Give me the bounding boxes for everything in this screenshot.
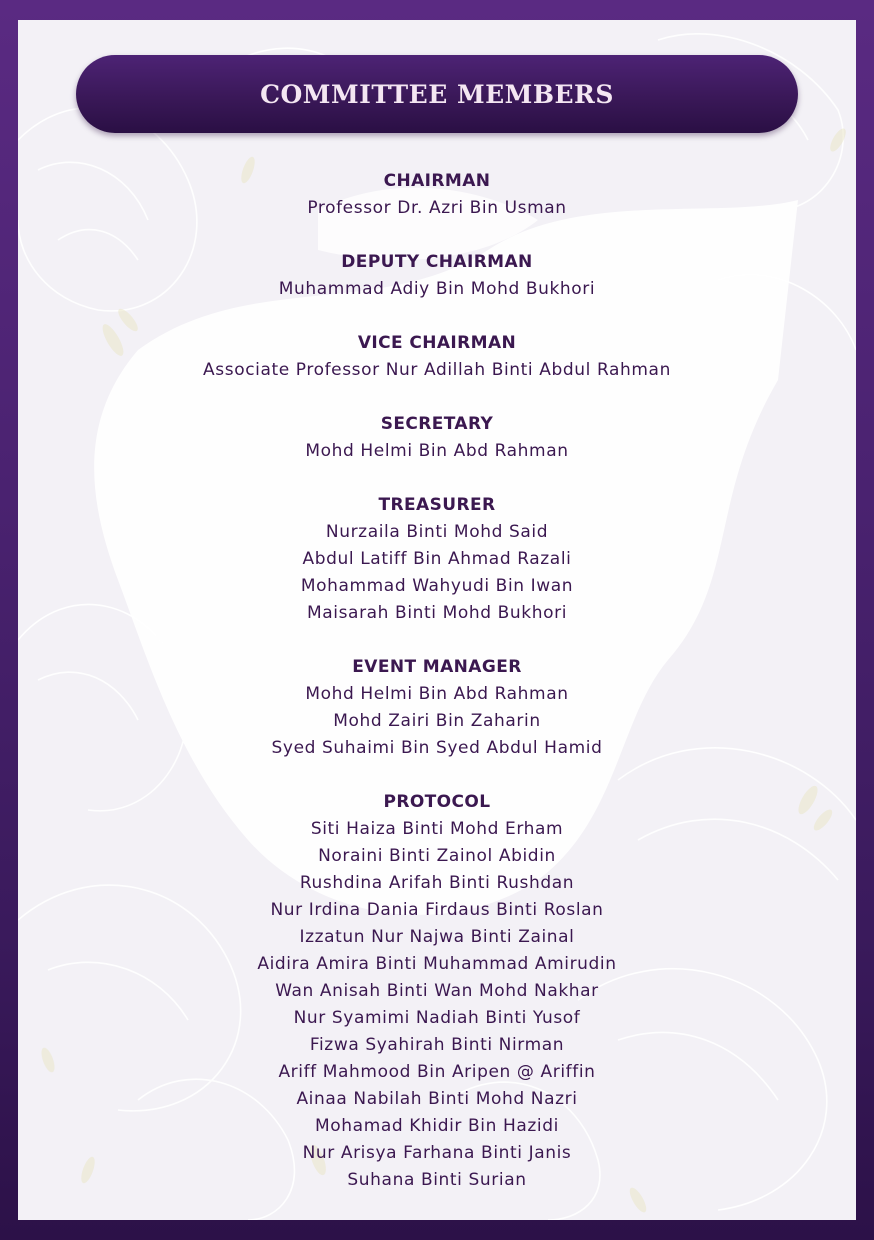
page-title: COMMITTEE MEMBERS bbox=[260, 79, 614, 109]
member-name: Ariff Mahmood Bin Aripen @ Ariffin bbox=[278, 1062, 596, 1082]
committee-section bbox=[18, 789, 856, 1194]
member-name: Suhana Binti Surian bbox=[347, 1170, 527, 1190]
section-title: TREASURER bbox=[378, 495, 496, 515]
committee-list bbox=[18, 168, 856, 1220]
member-name: Abdul Latiff Bin Ahmad Razali bbox=[302, 549, 572, 569]
member-name: Nur Arisya Farhana Binti Janis bbox=[302, 1143, 572, 1163]
member-name: Mohd Helmi Bin Abd Rahman bbox=[305, 684, 569, 704]
committee-section bbox=[18, 654, 856, 762]
member-name: Nur Syamimi Nadiah Binti Yusof bbox=[293, 1008, 581, 1028]
section-title: SECRETARY bbox=[380, 414, 494, 434]
member-name: Mohammad Wahyudi Bin Iwan bbox=[300, 576, 574, 596]
committee-section bbox=[18, 330, 856, 384]
committee-section bbox=[18, 411, 856, 465]
member-name: Mohd Zairi Bin Zaharin bbox=[333, 711, 541, 731]
committee-section bbox=[18, 492, 856, 627]
page-panel bbox=[18, 20, 856, 1220]
member-name: Fizwa Syahirah Binti Nirman bbox=[309, 1035, 565, 1055]
member-name: Izzatun Nur Najwa Binti Zainal bbox=[299, 927, 575, 947]
member-name: Maisarah Binti Mohd Bukhori bbox=[306, 603, 568, 623]
section-title: PROTOCOL bbox=[383, 792, 491, 812]
section-title: EVENT MANAGER bbox=[352, 657, 522, 677]
member-name: Noraini Binti Zainol Abidin bbox=[318, 846, 556, 866]
member-name: Siti Haiza Binti Mohd Erham bbox=[310, 819, 564, 839]
member-name: Rushdina Arifah Binti Rushdan bbox=[299, 873, 575, 893]
member-name: Mohamad Khidir Bin Hazidi bbox=[315, 1116, 559, 1136]
member-name: Nurzaila Binti Mohd Said bbox=[325, 522, 549, 542]
member-name: Nur Irdina Dania Firdaus Binti Roslan bbox=[270, 900, 604, 920]
committee-section bbox=[18, 249, 856, 303]
member-name: Mohd Helmi Bin Abd Rahman bbox=[305, 441, 569, 461]
title-banner bbox=[76, 55, 798, 133]
section-title: DEPUTY CHAIRMAN bbox=[341, 252, 533, 272]
member-name: Wan Anisah Binti Wan Mohd Nakhar bbox=[275, 981, 599, 1001]
member-name: Professor Dr. Azri Bin Usman bbox=[307, 198, 567, 218]
member-name: Ainaa Nabilah Binti Mohd Nazri bbox=[296, 1089, 578, 1109]
member-name: Aidira Amira Binti Muhammad Amirudin bbox=[257, 954, 617, 974]
member-name: Associate Professor Nur Adillah Binti Abdul Rahman bbox=[203, 360, 671, 380]
section-title: VICE CHAIRMAN bbox=[357, 333, 517, 353]
section-title: CHAIRMAN bbox=[383, 171, 491, 191]
member-name: Muhammad Adiy Bin Mohd Bukhori bbox=[278, 279, 596, 299]
committee-section bbox=[18, 168, 856, 222]
member-name: Syed Suhaimi Bin Syed Abdul Hamid bbox=[271, 738, 603, 758]
